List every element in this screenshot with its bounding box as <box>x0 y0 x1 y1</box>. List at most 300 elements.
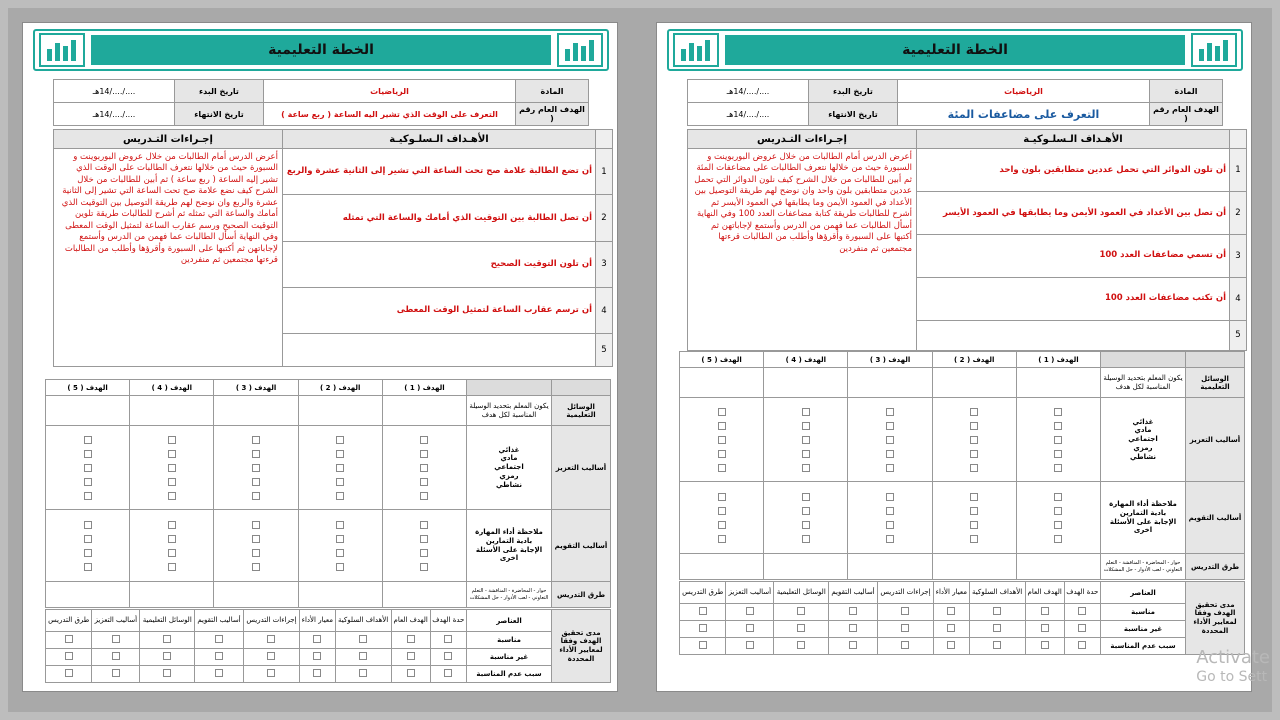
end-date-value: ‏..../..../14هـ <box>54 103 175 126</box>
checkbox[interactable] <box>84 563 92 571</box>
goal-header: الهدف ( 2 ) <box>298 380 382 396</box>
checkbox[interactable] <box>886 507 894 515</box>
objective-text: أن تلون التوقيت الصحيح <box>283 241 596 287</box>
checkbox[interactable] <box>359 652 367 660</box>
checkbox[interactable] <box>797 607 805 615</box>
aids-note: يكون المعلم بتحديد الوسيلة المناسبة لكل هدف <box>1101 368 1186 398</box>
element-header: حدة الهدف <box>430 610 466 632</box>
objectives-header: الأهـداف الـسلـوكيـة <box>283 130 596 149</box>
checkbox[interactable] <box>901 624 909 632</box>
checkbox[interactable] <box>970 436 978 444</box>
objective-text: أن تصل الطالبة بين التوقيت الذي أمامك والساعة التي تمثله <box>283 195 596 241</box>
ministry-logo-icon <box>673 33 719 67</box>
checkbox[interactable] <box>797 641 805 649</box>
objective-text: أن تضع الطالبة علامة صح تحت الساعة التي تشير إلى الثانية عشرة والربع <box>283 149 596 195</box>
element-header: أساليب التقويم <box>829 582 878 604</box>
checkbox[interactable] <box>1041 607 1049 615</box>
checkbox[interactable] <box>802 535 810 543</box>
objective-text <box>917 320 1230 350</box>
methods-cell[interactable] <box>298 582 382 608</box>
checkbox[interactable] <box>420 535 428 543</box>
reinforce-cell <box>214 426 298 510</box>
checkbox[interactable] <box>444 652 452 660</box>
methods-cell[interactable] <box>764 554 848 580</box>
checkbox[interactable] <box>313 669 321 677</box>
subject-value: الرياضيات <box>264 80 516 103</box>
checkbox[interactable] <box>947 607 955 615</box>
checkbox[interactable] <box>163 669 171 677</box>
eval-option: ملاحظة أداء المهارة <box>475 528 543 536</box>
checkbox[interactable] <box>444 669 452 677</box>
checkbox[interactable] <box>1041 641 1049 649</box>
checkbox[interactable] <box>718 521 726 529</box>
checkbox[interactable] <box>215 652 223 660</box>
end-date-label: تاريخ الانتهاء <box>175 103 264 126</box>
checkbox[interactable] <box>886 422 894 430</box>
checkbox[interactable] <box>947 624 955 632</box>
eval-label: أساليب التقويم <box>1186 482 1245 554</box>
goal-header: الهدف ( 1 ) <box>1016 352 1100 368</box>
eval-option: بادية التمارين <box>1119 508 1167 517</box>
checkbox[interactable] <box>718 408 726 416</box>
checkbox[interactable] <box>718 422 726 430</box>
objective-text: أن تكتب مضاعفات العدد 100 <box>917 277 1230 320</box>
checkbox[interactable] <box>1054 450 1062 458</box>
checkbox[interactable] <box>168 492 176 500</box>
eval-cell <box>214 510 298 582</box>
checkbox[interactable] <box>420 492 428 500</box>
checkbox[interactable] <box>1078 641 1086 649</box>
element-header: طرق التدريس <box>680 582 726 604</box>
checkbox[interactable] <box>970 521 978 529</box>
checkbox[interactable] <box>84 450 92 458</box>
checkbox[interactable] <box>802 436 810 444</box>
checkbox[interactable] <box>84 549 92 557</box>
checkbox[interactable] <box>359 635 367 643</box>
checkbox[interactable] <box>1054 493 1062 501</box>
aids-cell[interactable] <box>298 396 382 426</box>
checkbox[interactable] <box>802 493 810 501</box>
element-header: طرق التدريس <box>46 610 92 632</box>
objective-number: 1 <box>596 149 613 195</box>
checkbox[interactable] <box>65 652 73 660</box>
eval-side-label: مدى تحقيق الهدف وفقا لمعايير الأداء المحددة <box>1186 582 1245 655</box>
checkbox[interactable] <box>718 535 726 543</box>
checkbox[interactable] <box>718 436 726 444</box>
plan-header <box>667 29 1243 71</box>
checkbox[interactable] <box>168 478 176 486</box>
checkbox[interactable] <box>420 478 428 486</box>
checkbox[interactable] <box>993 607 1001 615</box>
reinforce-option: غذائي <box>498 445 520 454</box>
checkbox[interactable] <box>420 549 428 557</box>
start-date-value: ‏..../..../14هـ <box>54 80 175 103</box>
checkbox[interactable] <box>267 669 275 677</box>
objective-text: أن تلون الدوائر التي تحمل عددين متطابقين بلون واحد <box>917 149 1230 192</box>
methods-label: طرق التدريس <box>552 582 611 608</box>
checkbox[interactable] <box>802 450 810 458</box>
info-table <box>687 79 1223 126</box>
checkbox[interactable] <box>802 521 810 529</box>
checkbox[interactable] <box>112 652 120 660</box>
checkbox[interactable] <box>407 635 415 643</box>
eval-side-label: مدى تحقيق الهدف وفقا لمعايير الأداء المحددة <box>552 610 611 683</box>
methods-cell[interactable] <box>214 582 298 608</box>
checkbox[interactable] <box>252 478 260 486</box>
reinforce-option: اجتماعي <box>494 463 524 472</box>
checkbox[interactable] <box>168 464 176 472</box>
checkbox[interactable] <box>163 635 171 643</box>
checkbox[interactable] <box>1041 624 1049 632</box>
checkbox[interactable] <box>886 521 894 529</box>
checkbox[interactable] <box>168 549 176 557</box>
objective-number: 2 <box>596 195 613 241</box>
checkbox[interactable] <box>252 563 260 571</box>
checkbox[interactable] <box>1054 535 1062 543</box>
eval-cell <box>382 510 466 582</box>
evaluation-grid <box>45 379 611 608</box>
eval-option: اخرى <box>1133 526 1153 535</box>
checkbox[interactable] <box>336 563 344 571</box>
aids-cell[interactable] <box>1016 368 1100 398</box>
checkbox[interactable] <box>970 507 978 515</box>
checkbox[interactable] <box>168 450 176 458</box>
goal-header: الهدف ( 3 ) <box>214 380 298 396</box>
eval-cell <box>130 510 214 582</box>
checkbox[interactable] <box>420 464 428 472</box>
checkbox[interactable] <box>215 635 223 643</box>
checkbox[interactable] <box>886 436 894 444</box>
reinforce-cell <box>680 398 764 482</box>
element-header: معيار الأداء <box>934 582 969 604</box>
goal-header: الهدف ( 4 ) <box>764 352 848 368</box>
checkbox[interactable] <box>112 669 120 677</box>
checkbox[interactable] <box>970 493 978 501</box>
objective-text: أن تسمي مضاعفات العدد 100 <box>917 234 1230 277</box>
reinforce-cell <box>298 426 382 510</box>
reinforce-cell <box>130 426 214 510</box>
checkbox[interactable] <box>718 464 726 472</box>
methods-note: حوار - المحاضرة - المناقشة - التعلم التعاوني - لعب الأدوار - حل المشكلات <box>1101 554 1186 580</box>
checkbox[interactable] <box>1078 624 1086 632</box>
element-header: معيار الأداء <box>300 610 335 632</box>
checkbox[interactable] <box>168 436 176 444</box>
procedures-header: إجـراءات التـدريس <box>54 130 283 149</box>
objective-number: 2 <box>1230 191 1247 234</box>
methods-cell[interactable] <box>848 554 932 580</box>
goal-number-label: الهدف العام رقم ( <box>1150 103 1223 126</box>
eval-option: الإجابة على الأسئلة <box>1109 517 1177 526</box>
checkbox[interactable] <box>797 624 805 632</box>
checkbox[interactable] <box>252 492 260 500</box>
reinforce-option: اجتماعي <box>1128 435 1158 444</box>
aids-note: يكون المعلم بتحديد الوسيلة المناسبة لكل هدف <box>467 396 552 426</box>
lesson-plan-page-right <box>656 22 1252 692</box>
goal-number-label: الهدف العام رقم ( <box>516 103 589 126</box>
checkbox[interactable] <box>901 641 909 649</box>
goal-header: الهدف ( 5 ) <box>680 352 764 368</box>
procedures-header: إجـراءات التـدريس <box>688 130 917 149</box>
element-header: الوسائل التعليمية <box>774 582 829 604</box>
plan-title: الخطة التعليمية <box>91 35 551 65</box>
checkbox[interactable] <box>718 507 726 515</box>
objective-number: 1 <box>1230 149 1247 192</box>
start-date-value: ‏..../..../14هـ <box>688 80 809 103</box>
aids-label: الوسائل التعليمية <box>552 396 611 426</box>
element-row-label: غير مناسبة <box>1101 621 1186 638</box>
checkbox[interactable] <box>252 521 260 529</box>
ministry-logo-icon <box>557 33 603 67</box>
reinforce-label: أساليب التعزيز <box>1186 398 1245 482</box>
checkbox[interactable] <box>252 549 260 557</box>
checkbox[interactable] <box>718 493 726 501</box>
checkbox[interactable] <box>168 535 176 543</box>
reinforce-option: مادي <box>1134 426 1152 435</box>
checkbox[interactable] <box>359 669 367 677</box>
checkbox[interactable] <box>802 422 810 430</box>
aids-cell[interactable] <box>214 396 298 426</box>
methods-cell[interactable] <box>680 554 764 580</box>
reinforce-option: نشاطي <box>1129 452 1157 461</box>
checkbox[interactable] <box>993 624 1001 632</box>
ministry-logo-icon <box>39 33 85 67</box>
checkbox[interactable] <box>699 624 707 632</box>
checkbox[interactable] <box>802 408 810 416</box>
checkbox[interactable] <box>970 464 978 472</box>
elements-table <box>679 581 1245 655</box>
aids-cell[interactable] <box>46 396 130 426</box>
aids-cell[interactable] <box>764 368 848 398</box>
reinforce-cell <box>1016 398 1100 482</box>
checkbox[interactable] <box>336 492 344 500</box>
reinforce-option: مادي <box>500 454 518 463</box>
checkbox[interactable] <box>849 624 857 632</box>
watermark-line2: Go to Sett <box>1196 668 1268 685</box>
subject-value: الرياضيات <box>898 80 1150 103</box>
methods-cell[interactable] <box>46 582 130 608</box>
checkbox[interactable] <box>267 635 275 643</box>
checkbox[interactable] <box>849 607 857 615</box>
checkbox[interactable] <box>84 436 92 444</box>
reinforce-option: غذائي <box>1132 417 1154 426</box>
reinforce-label: أساليب التعزيز <box>552 426 611 510</box>
aids-cell[interactable] <box>848 368 932 398</box>
checkbox[interactable] <box>1054 408 1062 416</box>
checkbox[interactable] <box>112 635 120 643</box>
objective-number: 5 <box>596 334 613 367</box>
reinforce-cell <box>848 398 932 482</box>
eval-option: الإجابة على الأسئلة <box>475 545 543 554</box>
methods-cell[interactable] <box>1016 554 1100 580</box>
checkbox[interactable] <box>802 464 810 472</box>
checkbox[interactable] <box>84 464 92 472</box>
objectives-table <box>53 129 613 367</box>
checkbox[interactable] <box>1054 521 1062 529</box>
checkbox[interactable] <box>1054 507 1062 515</box>
procedures-text: أعرض الدرس أمام الطالبات من خلال عروض البوربوينت و السبورة حيث من خلالها نتعرف الطالبات على مضاعفات المئة ثم أبين للطالبات من خلال الشرح كيف نلون الدوائر التي تحمل عددين متطابقين بلون واحد وان نوضح لهم طريقة التوصيل بين الأعداد في العمود الأيمن وما يطابقها في العمود الأيسر ثم أشرح للطالبات طريقة كتابة مضاعفات العدد 100 وفي النهاية أسأل الطالبات عما فهمن من الدرس وأستمع لإجاباتهن ثم أكتبها على السبورة وأقرؤها وأطلب من الطالبات قرءتها مجتمعين ثم منفردين <box>688 149 917 351</box>
checkbox[interactable] <box>336 521 344 529</box>
checkbox[interactable] <box>84 478 92 486</box>
checkbox[interactable] <box>746 624 754 632</box>
aids-cell[interactable] <box>130 396 214 426</box>
element-header: إجراءات التدريس <box>243 610 299 632</box>
checkbox[interactable] <box>336 535 344 543</box>
eval-cell <box>298 510 382 582</box>
objective-number: 4 <box>1230 277 1247 320</box>
checkbox[interactable] <box>444 635 452 643</box>
element-row-label: سبب عدم المناسبة <box>467 666 552 683</box>
checkbox[interactable] <box>168 521 176 529</box>
checkbox[interactable] <box>163 652 171 660</box>
checkbox[interactable] <box>970 422 978 430</box>
checkbox[interactable] <box>1054 436 1062 444</box>
checkbox[interactable] <box>84 521 92 529</box>
methods-label: طرق التدريس <box>1186 554 1245 580</box>
checkbox[interactable] <box>849 641 857 649</box>
element-header: أساليب التعزيز <box>726 582 774 604</box>
checkbox[interactable] <box>252 464 260 472</box>
evaluation-grid <box>679 351 1245 580</box>
checkbox[interactable] <box>420 521 428 529</box>
element-header: الأهداف السلوكية <box>335 610 391 632</box>
checkbox[interactable] <box>886 450 894 458</box>
start-date-label: تاريخ البدء <box>175 80 264 103</box>
reinforce-option: رمزي <box>499 471 519 480</box>
eval-cell <box>680 482 764 554</box>
reinforce-cell <box>932 398 1016 482</box>
checkbox[interactable] <box>886 408 894 416</box>
subject-label: المادة <box>516 80 589 103</box>
start-date-label: تاريخ البدء <box>809 80 898 103</box>
checkbox[interactable] <box>84 535 92 543</box>
aids-cell[interactable] <box>932 368 1016 398</box>
checkbox[interactable] <box>252 535 260 543</box>
goal-header: الهدف ( 1 ) <box>382 380 466 396</box>
checkbox[interactable] <box>252 450 260 458</box>
methods-cell[interactable] <box>382 582 466 608</box>
checkbox[interactable] <box>252 436 260 444</box>
plan-title: الخطة التعليمية <box>725 35 1185 65</box>
checkbox[interactable] <box>420 436 428 444</box>
reinforce-option: رمزي <box>1133 443 1153 452</box>
eval-cell <box>932 482 1016 554</box>
eval-option: اخرى <box>499 554 519 563</box>
ministry-logo-icon <box>1191 33 1237 67</box>
general-goal-value: التعرف على الوقت الذي تشير اليه الساعة ( ربع ساعة ) <box>264 103 516 126</box>
activate-windows-watermark <box>1196 648 1270 685</box>
elements-table <box>45 609 611 683</box>
checkbox[interactable] <box>336 436 344 444</box>
checkbox[interactable] <box>901 607 909 615</box>
objectives-table <box>687 129 1247 351</box>
checkbox[interactable] <box>970 450 978 458</box>
eval-cell <box>46 510 130 582</box>
element-header: الوسائل التعليمية <box>140 610 195 632</box>
element-header: الأهداف السلوكية <box>969 582 1025 604</box>
checkbox[interactable] <box>699 607 707 615</box>
aids-cell[interactable] <box>680 368 764 398</box>
end-date-label: تاريخ الانتهاء <box>809 103 898 126</box>
methods-cell[interactable] <box>932 554 1016 580</box>
checkbox[interactable] <box>420 450 428 458</box>
checkbox[interactable] <box>313 635 321 643</box>
checkbox[interactable] <box>313 652 321 660</box>
checkbox[interactable] <box>746 641 754 649</box>
checkbox[interactable] <box>886 464 894 472</box>
element-header: أساليب التقويم <box>195 610 244 632</box>
info-table <box>53 79 589 126</box>
reinforce-option: نشاطي <box>495 480 523 489</box>
lesson-plan-page-left <box>22 22 618 692</box>
checkbox[interactable] <box>215 669 223 677</box>
checkbox[interactable] <box>420 563 428 571</box>
checkbox[interactable] <box>993 641 1001 649</box>
watermark-line1: Activate <box>1196 647 1270 668</box>
checkbox[interactable] <box>336 549 344 557</box>
element-row-label: غير مناسبة <box>467 649 552 666</box>
checkbox[interactable] <box>970 535 978 543</box>
objective-number: 4 <box>596 287 613 333</box>
checkbox[interactable] <box>802 507 810 515</box>
checkbox[interactable] <box>168 563 176 571</box>
eval-cell <box>1016 482 1100 554</box>
element-header: الهدف العام <box>1025 582 1064 604</box>
elements-label: العناصر <box>467 610 552 632</box>
checkbox[interactable] <box>336 450 344 458</box>
checkbox[interactable] <box>267 652 275 660</box>
checkbox[interactable] <box>1054 464 1062 472</box>
end-date-value: ‏..../..../14هـ <box>688 103 809 126</box>
checkbox[interactable] <box>1054 422 1062 430</box>
aids-cell[interactable] <box>382 396 466 426</box>
checkbox[interactable] <box>886 493 894 501</box>
reinforce-cell <box>46 426 130 510</box>
checkbox[interactable] <box>886 535 894 543</box>
plan-header <box>33 29 609 71</box>
element-header: الهدف العام <box>391 610 430 632</box>
checkbox[interactable] <box>336 478 344 486</box>
element-row-label: مناسبة <box>1101 604 1186 621</box>
objective-number: 3 <box>1230 234 1247 277</box>
methods-cell[interactable] <box>130 582 214 608</box>
checkbox[interactable] <box>718 450 726 458</box>
checkbox[interactable] <box>407 669 415 677</box>
checkbox[interactable] <box>65 669 73 677</box>
methods-note: حوار - المحاضرة - المناقشة - التعلم التعاوني - لعب الأدوار - حل المشكلات <box>467 582 552 608</box>
checkbox[interactable] <box>1078 607 1086 615</box>
elements-label: العناصر <box>1101 582 1186 604</box>
reinforce-cell <box>764 398 848 482</box>
eval-option: ملاحظة أداء المهارة <box>1109 500 1177 508</box>
element-header: حدة الهدف <box>1064 582 1100 604</box>
eval-label: أساليب التقويم <box>552 510 611 582</box>
subject-label: المادة <box>1150 80 1223 103</box>
checkbox[interactable] <box>746 607 754 615</box>
checkbox[interactable] <box>336 464 344 472</box>
procedures-text: أعرض الدرس أمام الطالبات من خلال عروض البوربوينت و السبورة حيث من خلالها نتعرف الطالبات على الوقت الذي تشير إليه الساعة ( ربع ساعة ) ثم أبين للطالبات من خلال الشرح كيف نضع علامة صح تحت الساعة التي تشير إلى الثانية عشرة والربع وان نوضح لهم طريقة التوصيل بين التوقيت الذي أمامك والساعة التي تمثله ثم أشرح للطالبات طريقة تلوين التوقيت الصحيح ورسم عقارب الساعة لتمثيل الوقت المعطى وفي النهاية أسأل الطالبات عما فهمن من الدرس وأستمع لإجاباتهن ثم أكتبها على السبورة وأقرؤها وأطلب من الطالبات قرءتها مجتمعين ثم منفردين <box>54 149 283 367</box>
checkbox[interactable] <box>970 408 978 416</box>
element-row-label: مناسبة <box>467 632 552 649</box>
checkbox[interactable] <box>947 641 955 649</box>
element-row-label: سبب عدم المناسبة <box>1101 638 1186 655</box>
objectives-header: الأهـداف الـسلـوكيـة <box>917 130 1230 149</box>
objective-text <box>283 334 596 367</box>
checkbox[interactable] <box>65 635 73 643</box>
checkbox[interactable] <box>407 652 415 660</box>
element-header: أساليب التعزيز <box>92 610 140 632</box>
checkbox[interactable] <box>699 641 707 649</box>
checkbox[interactable] <box>84 492 92 500</box>
